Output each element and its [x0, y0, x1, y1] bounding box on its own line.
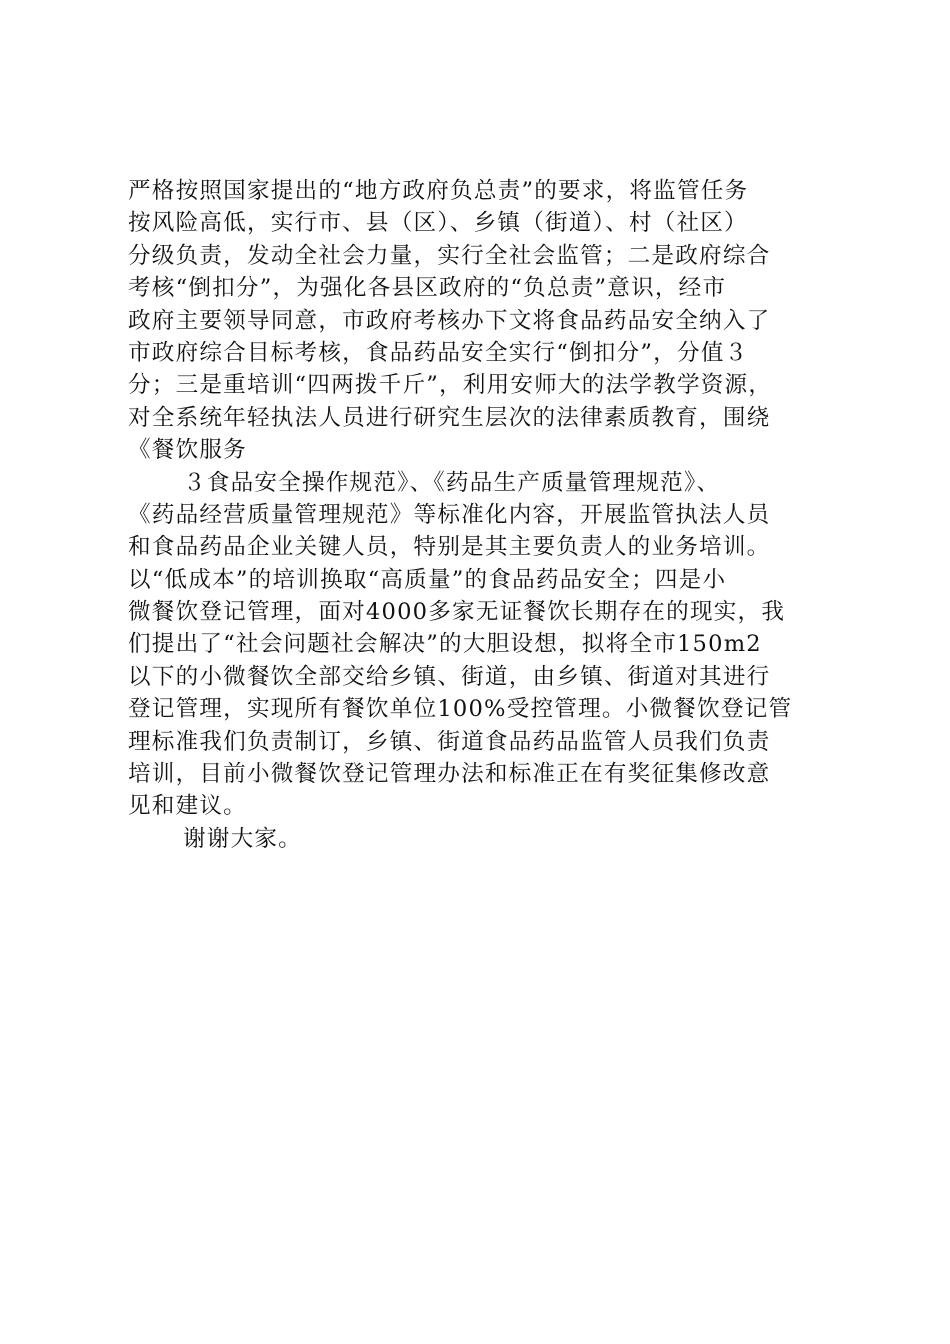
text-line: 培训，目前小微餐饮登记管理办法和标准正在有奖征集修改意: [128, 761, 771, 788]
text-line: 《药品经营质量管理规范》等标准化内容，开展监管执法人员: [128, 501, 771, 528]
body-text: [128, 175, 838, 855]
text-line: 分级负责，发动全社会力量，实行全社会监管；二是政府综合: [128, 242, 771, 269]
text-line: 《餐饮服务: [128, 437, 247, 464]
text-line: 微餐饮登记管理，面对4000多家无证餐饮长期存在的现实，我: [128, 599, 786, 626]
text-line: 和食品药品企业关键人员，特别是其主要负责人的业务培训。: [128, 534, 771, 561]
text-line: 对全系统年轻执法人员进行研究生层次的法律素质教育，围绕: [128, 404, 771, 431]
text-line: ３食品安全操作规范》、《药品生产质量管理规范》、: [183, 469, 721, 496]
text-line: 见和建议。: [128, 793, 247, 820]
text-line: 以“低成本”的培训换取“高质量”的食品药品安全；四是小: [128, 566, 727, 593]
text-line: 理标准我们负责制订，乡镇、街道食品药品监管人员我们负责: [128, 728, 771, 755]
closing-line: 谢谢大家。: [183, 825, 302, 852]
text-line: 市政府综合目标考核，食品药品安全实行“倒扣分”，分值３: [128, 339, 749, 366]
text-line: 考核“倒扣分”，为强化各县区政府的“负总责”意识，经市: [128, 275, 727, 302]
text-line: 分；三是重培训“四两拨千斤”，利用安师大的法学教学资源，: [128, 372, 773, 399]
text-line: 政府主要领导同意，市政府考核办下文将食品药品安全纳入了: [128, 307, 771, 334]
text-line: 严格按照国家提出的“地方政府负总责”的要求，将监管任务: [128, 178, 749, 204]
text-line: 按风险高低，实行市、县（区）、乡镇（街道）、村（社区）: [128, 210, 748, 237]
text-line: 们提出了“社会问题社会解决”的大胆设想，拟将全市150m2: [128, 631, 762, 658]
text-line: 以下的小微餐饮全部交给乡镇、街道，由乡镇、街道对其进行: [128, 663, 771, 690]
text-line: 登记管理，实现所有餐饮单位100%受控管理。小微餐饮登记管: [128, 696, 793, 723]
